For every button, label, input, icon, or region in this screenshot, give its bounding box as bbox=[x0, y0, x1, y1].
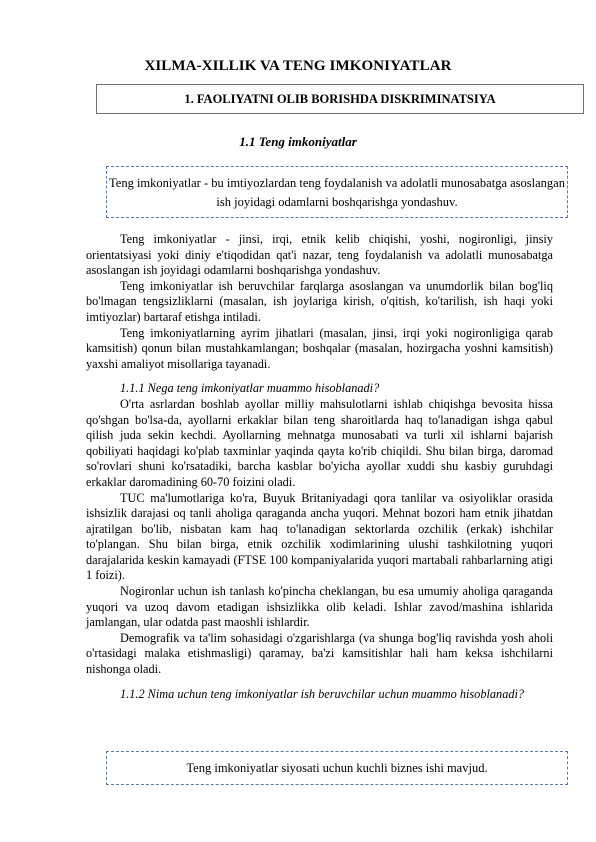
paragraph: O'rta asrlardan boshlab ayollar milliy mahsulotlarni ishlab chiqishga bevosita hissa qo'shgan bo'lsa-da, ayollarni erkaklar bilan teng sharoitlarda haq to'lanadigan ishga qabul qilish juda sekin kechdi. Ayollarning mehnatga munosabati va turli xil ishlarni bajarish qobiliyati haqidagi ko'plab taxminlar yaqinda qayta ko'rib chiqildi. Shu bilan birga, daromad so'rovlari shuni ko'rsatadiki, barcha kasblar bo'yicha ayollar xuddi shu kasbiy guruhdagi erkaklar daromadining 60-70 foizini oladi. bbox=[86, 396, 553, 489]
question-heading-1: 1.1.1 Nega teng imkoniyatlar muammo hisoblanadi? bbox=[120, 381, 380, 396]
document-title: XILMA-XILLIK VA TENG IMKONIYATLAR bbox=[144, 58, 452, 74]
paragraph: TUC ma'lumotlariga ko'ra, Buyuk Britaniyadagi qora tanlilar va osiyoliklar orasida ishsizlik darajasi oq tanli aholiga qaraganda ancha yuqori. Mehnat bozori ham etnik jihatdan ajratilgan bo'lib, nisbatan kam haq to'lanadigan sektorlarda ozchilik (erkak) ishchilar to'plangan. Shu bilan birga, etnik ozchilik xodimlarining ulushi tashkilotning yuqori darajalarida keskin kamayadi (FTSE 100 kompaniyalarida yuqori martabali rahbarlarning atigi 1 foizi). bbox=[86, 490, 553, 583]
definition-box: Teng imkoniyatlar - bu imtiyozlardan teng foydalanish va adolatli munosabatga asoslangan ish joyidagi odamlarni boshqarishga yondashuv. bbox=[106, 166, 568, 218]
section-heading: 1. FAOLIYATNI OLIB BORISHDA DISKRIMINATSIYA bbox=[184, 91, 496, 106]
body-text bbox=[86, 232, 553, 702]
paragraph: Demografik va ta'lim sohasidagi o'zgarishlarga (va shunga bog'liq ravishda yosh aholi o'rtasidagi malaka etishmasligi) qaramay, ba'zi kamsitishlar hali ham keksa ishchilarni nishonga oladi. bbox=[86, 630, 553, 677]
note-box: Teng imkoniyatlar siyosati uchun kuchli biznes ishi mavjud. bbox=[106, 751, 568, 785]
question-heading-2: 1.1.2 Nima uchun teng imkoniyatlar ish beruvchilar uchun muammo hisoblanadi? bbox=[120, 686, 525, 701]
subsection-heading: 1.1 Teng imkoniyatlar bbox=[239, 134, 357, 149]
paragraph: Teng imkoniyatlar ish beruvchilar farqlarga asoslangan va unumdorlik bilan bog'liq bo'lmagan tengsizliklarni (masalan, ish joylariga kirish, o'qitish, ko'tarilish, ish haqi yoki imtiyozlar) bartaraf etishga intiladi. bbox=[86, 278, 553, 324]
paragraph: Teng imkoniyatlar - jinsi, irqi, etnik kelib chiqishi, yoshi, nogironligi, jinsiy orientatsiyasi yoki diniy e'tiqodidan qat'i nazar, teng foydalanish va adolatli munosabatga asoslangan ish joyidagi odamlarni boshqarishga yondashuv. bbox=[86, 232, 553, 278]
paragraph: Nogironlar uchun ish tanlash ko'pincha cheklangan, bu esa umumiy aholiga qaraganda yuqori va uzoq davom etadigan ishsizlikka olib keladi. Ishlar zavod/mashina ishlarida jamlangan, ular odatda past maoshli ishlardir. bbox=[86, 584, 553, 630]
paragraph: Teng imkoniyatlarning ayrim jihatlari (masalan, jinsi, irqi yoki nogironligiga qarab kamsitish) qonun bilan mustahkamlangan; boshqalar (masalan, hozirgacha yoshni kamsitish) yaxshi amaliyot misollariga tayanadi. bbox=[86, 325, 553, 371]
section-heading-box bbox=[96, 84, 584, 114]
